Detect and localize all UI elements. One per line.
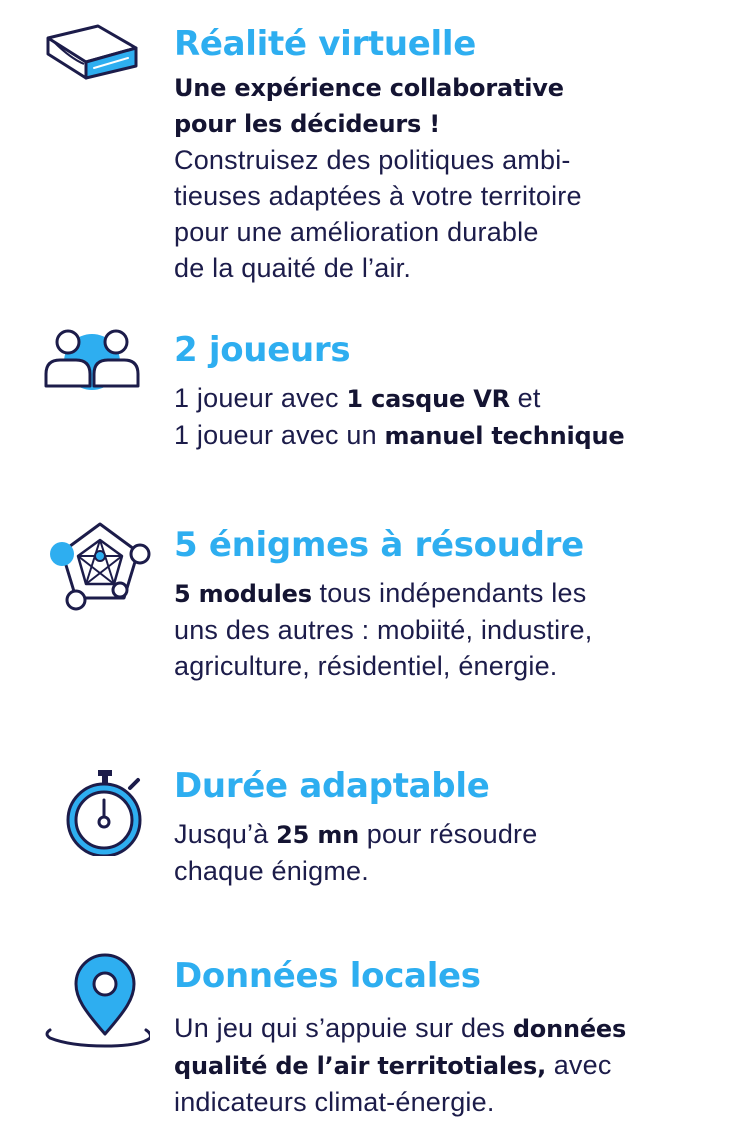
stopwatch-icon <box>40 766 150 856</box>
section-body-line: 5 modules tous indépendants les <box>174 578 587 608</box>
section-body-line: agriculture, résidentiel, énergie. <box>174 651 558 681</box>
section-body-line: indicateurs climat-énergie. <box>174 1087 495 1117</box>
vr-headset-icon <box>40 18 140 98</box>
section-subtitle: Une expérience collaborative <box>174 74 564 102</box>
section-subtitle: pour les décideurs ! <box>174 110 440 138</box>
network-icon <box>40 518 152 618</box>
section-body-line: Un jeu qui s’appuie sur des données <box>174 1013 627 1043</box>
section-body-line: chaque énigme. <box>174 856 369 886</box>
section-body-line: qualité de l’air territotiales, avec <box>174 1050 612 1080</box>
section-body-line: 1 joueur avec 1 casque VR et <box>174 383 541 413</box>
section-body-line: de la quaité de l’air. <box>174 253 412 283</box>
two-players-icon <box>40 326 144 396</box>
section-body-line: 1 joueur avec un manuel technique <box>174 420 625 450</box>
location-pin-icon <box>40 952 150 1052</box>
section-body-line: pour une amélioration durable <box>174 217 539 247</box>
section-title: 5 énigmes à résoudre <box>174 525 584 565</box>
section-title: Réalité virtuelle <box>174 24 477 64</box>
section-body-line: Construisez des politiques ambi- <box>174 145 571 175</box>
section-body-line: tieuses adaptées à votre territoire <box>174 181 582 211</box>
section-title: 2 joueurs <box>174 330 351 370</box>
section-body-line: uns des autres : mobiité, industire, <box>174 615 593 645</box>
section-title: Durée adaptable <box>174 766 490 806</box>
section-body-line: Jusqu’à 25 mn pour résoudre <box>174 819 538 849</box>
section-title: Données locales <box>174 956 481 996</box>
